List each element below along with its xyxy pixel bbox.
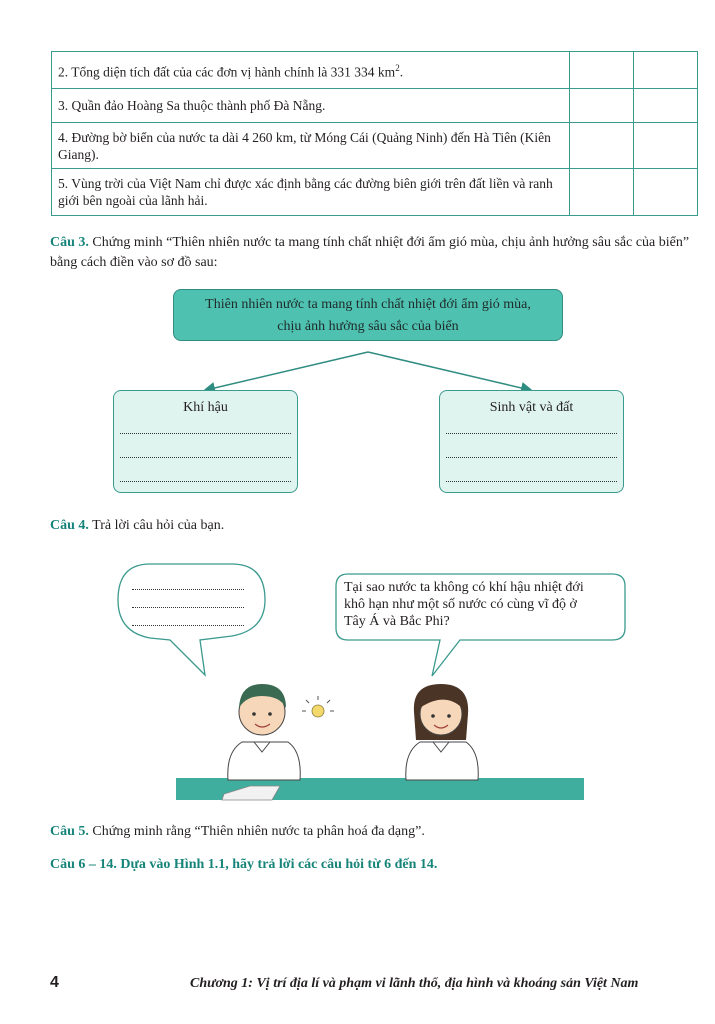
question-bubble-text: Tại sao nước ta không có khí hậu nhiệt đới khô hạn như một số nước có cùng vĩ độ ở Tây Á và Bắc Phi? bbox=[344, 580, 584, 629]
question-6-14: Câu 6 – 14. Dựa vào Hình 1.1, hãy trả lời các câu hỏi từ 6 đến 14. bbox=[50, 857, 438, 872]
statement-cell: 2. Tổng diện tích đất của các đơn vị hành chính là 331 334 $km^2$. bbox=[52, 52, 570, 89]
chapter-footer: Chương 1: Vị trí địa lí và phạm vi lãnh thổ, địa hình và khoáng sản Việt Nam bbox=[190, 976, 639, 991]
girl-illustration bbox=[406, 684, 478, 780]
question-5: Câu 5. Chứng minh rằng “Thiên nhiên nước ta phân hoá đa dạng”. bbox=[50, 824, 425, 839]
answer-line[interactable] bbox=[132, 607, 244, 608]
answer-line[interactable] bbox=[132, 625, 244, 626]
question-3: Câu 3. Chứng minh “Thiên nhiên nước ta mang tính chất nhiệt đới ẩm gió mùa, chịu ảnh hưởng sâu sắc của biển” bằng cách điền vào sơ đồ sau: bbox=[50, 235, 690, 270]
page-number: 4 bbox=[50, 974, 59, 991]
climate-box: Khí hậu bbox=[113, 390, 298, 493]
answer-line[interactable] bbox=[132, 589, 244, 590]
question-4: Câu 4. Trả lời câu hỏi của bạn. bbox=[50, 518, 225, 533]
statement-cell: 5. Vùng trời của Việt Nam chỉ được xác định bằng các đường biên giới trên đất liền và ranh giới bên ngoài của lãnh hải. bbox=[52, 169, 570, 216]
diagram-main-box: Thiên nhiên nước ta mang tính chất nhiệt đới ẩm gió mùa, chịu ảnh hưởng sâu sắc của biển bbox=[173, 289, 563, 341]
left-speech-bubble bbox=[118, 564, 265, 675]
statement-cell: 4. Đường bờ biển của nước ta dài 4 260 km, từ Móng Cái (Quảng Ninh) đến Hà Tiên (Kiên Giang). bbox=[52, 123, 570, 169]
lightbulb-icon bbox=[302, 696, 334, 717]
biota-soil-box: Sinh vật và đất bbox=[439, 390, 624, 493]
statement-cell: 3. Quần đảo Hoàng Sa thuộc thành phố Đà Nẵng. bbox=[52, 89, 570, 123]
